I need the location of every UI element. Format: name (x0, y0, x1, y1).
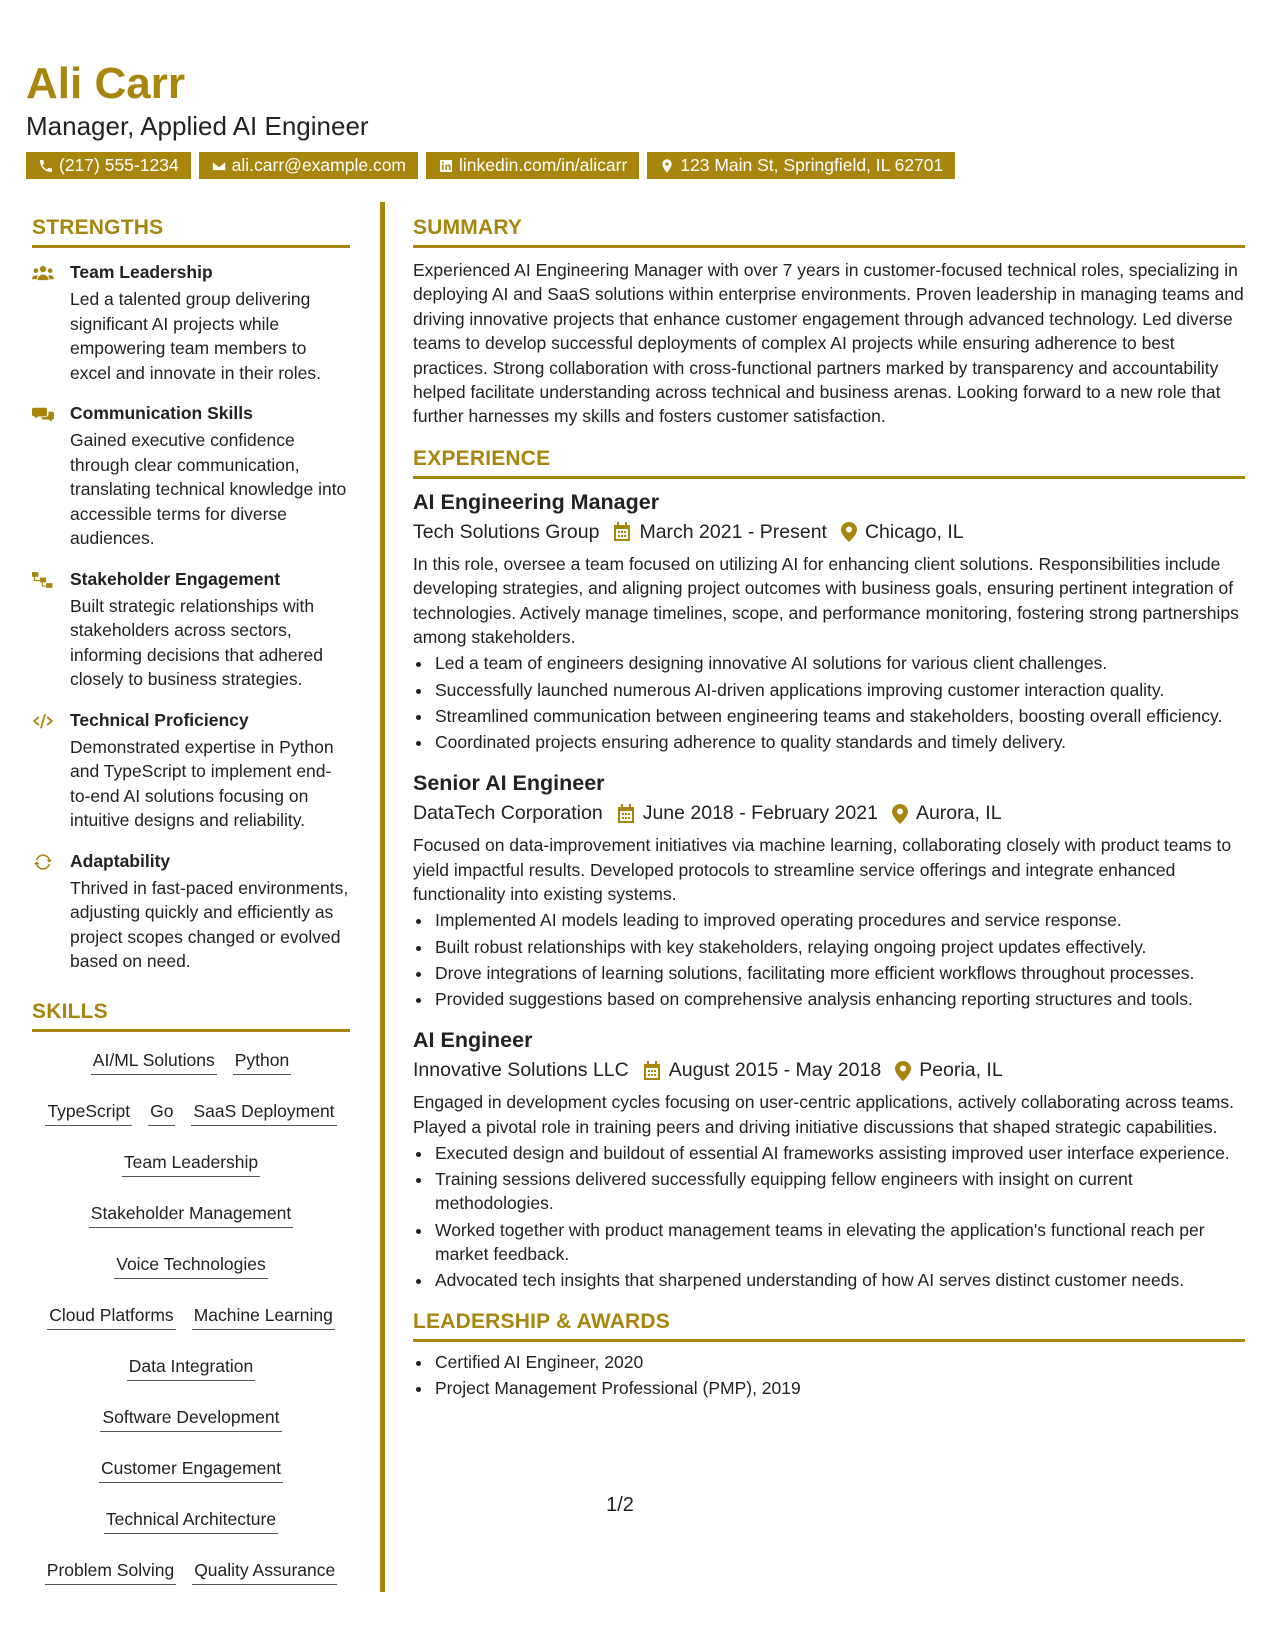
job-bullets (413, 1141, 1245, 1292)
skills-heading: SKILLS (32, 1000, 350, 1032)
job-dates: March 2021 - Present (639, 520, 827, 543)
job-description: In this role, oversee a team focused on utilizing AI for enhancing client solutions. Responsibilities include developing strategies, and aligning project outcomes with business goals, ensuring pertinent integration of technologies. Actively manage timelines, scope, and performance monitoring, fostering strong partnerships among stakeholders. (413, 553, 1239, 647)
job-bullet: • Streamlined communication between engineering teams and stakeholders, boosting overall efficiency. (433, 704, 1245, 728)
job-entry (413, 489, 1245, 754)
job-bullet: • Successfully launched numerous AI-driven applications improving customer interaction quality. (433, 678, 1245, 702)
job-bullet: • Provided suggestions based on comprehensive analysis enhancing reporting structures and tools. (433, 987, 1245, 1011)
skill-tag: Go (148, 1101, 175, 1126)
contact-email-text: ali.carr@example.com (231, 155, 407, 175)
skill-tag: Customer Engagement (99, 1458, 283, 1483)
sync-icon (32, 853, 54, 871)
job-bullets (413, 651, 1245, 754)
skill-tag: Voice Technologies (114, 1254, 268, 1279)
award-item: • Project Management Professional (PMP), 2019 (433, 1376, 1245, 1400)
contact-bar (26, 152, 955, 179)
linkedin-icon (438, 158, 454, 174)
strength-desc: Thrived in fast-paced environments, adjusting quickly and efficiently as project scopes changed or evolved based on need. (70, 877, 349, 971)
skill-row (45, 1095, 336, 1146)
skill-tag: Team Leadership (122, 1152, 260, 1177)
skill-row (47, 1299, 335, 1350)
strength-title: Technical Proficiency (70, 709, 249, 730)
skill-row (45, 1554, 337, 1605)
strength-item (32, 569, 350, 692)
job-dates: August 2015 - May 2018 (668, 1059, 882, 1082)
skill-row (104, 1503, 278, 1554)
skill-tag: TypeScript (45, 1101, 132, 1126)
job-location: Chicago, IL (864, 520, 964, 543)
candidate-title: Manager, Applied AI Engineer (26, 111, 369, 141)
job-company: DataTech Corporation (413, 802, 603, 825)
right-column (413, 216, 1245, 1403)
job-title: Senior AI Engineer (413, 771, 605, 796)
page-number: 1/2 (606, 1494, 634, 1516)
strength-title: Communication Skills (70, 403, 253, 423)
strength-desc: Gained executive confidence through clear communication, translating technical knowledge into accessible terms for diverse audiences. (70, 430, 347, 548)
strength-title: Adaptability (70, 850, 171, 871)
strength-title: Stakeholder Engagement (70, 568, 281, 589)
strengths-heading: STRENGTHS (32, 216, 350, 248)
contact-linkedin-text: linkedin.com/in/alicarr (459, 155, 628, 175)
contact-phone[interactable] (26, 152, 191, 179)
skill-tag: Python (233, 1050, 291, 1075)
job-bullet: • Executed design and buildout of essential AI frameworks assisting improved user interface experience. (433, 1141, 1245, 1165)
strength-desc: Built strategic relationships with stakeholders across sectors, informing decisions that adhered closely to business strategies. (70, 595, 323, 689)
summary-text: Experienced AI Engineering Manager with over 7 years in customer-focused technical roles, specializing in deploying AI and SaaS solutions within enterprise environments. Proven leadership in managing teams and driving innovative projects that enhance customer engagement through advanced technology. Led diverse teams to develop successful deployments of complex AI projects while ensuring adherence to best practices. Strong collaboration with cross-functional partners marked by transparency and accountability helped facilitate understanding across technical and business arenas. Looking forward to a new role that further harnesses my skills and fosters customer satisfaction. (413, 260, 1244, 427)
skill-row (91, 1044, 291, 1095)
contact-address[interactable] (647, 152, 955, 179)
job-title: AI Engineering Manager (413, 489, 660, 514)
job-bullet: • Training sessions delivered successfully equipping fellow engineers with insight on current methodologies. (433, 1167, 1245, 1215)
job-meta (413, 521, 1245, 544)
leadership-heading: LEADERSHIP & AWARDS (413, 1310, 1245, 1342)
skill-tag: Cloud Platforms (47, 1305, 176, 1330)
sitemap-icon (32, 571, 54, 589)
calendar-icon (613, 522, 631, 542)
skill-row (122, 1146, 260, 1197)
job-location: Peoria, IL (919, 1059, 1003, 1082)
skill-row (127, 1350, 256, 1401)
map-pin-icon (892, 804, 908, 824)
skill-row (100, 1401, 281, 1452)
contact-phone-text: (217) 555-1234 (59, 155, 179, 175)
job-description: Focused on data-improvement initiatives via machine learning, collaborating closely with product teams to yield impactful results. Developed protocols to streamline service offerings and integrate enhanced functionality into existing systems. (413, 835, 1232, 904)
leadership-list (413, 1350, 1245, 1400)
map-pin-icon (841, 522, 857, 542)
job-location: Aurora, IL (915, 802, 1002, 825)
strengths-section (32, 216, 350, 974)
code-icon (32, 712, 54, 730)
job-bullets (413, 908, 1245, 1011)
job-bullet: • Led a team of engineers designing innovative AI solutions for various client challenges. (433, 651, 1245, 675)
job-entry (413, 770, 1245, 1011)
job-bullet: • Built robust relationships with key stakeholders, relaying ongoing project updates effectively. (433, 935, 1245, 959)
users-icon (32, 264, 54, 282)
skill-tag: Software Development (100, 1407, 281, 1432)
strength-desc: Demonstrated expertise in Python and TypeScript to implement end-to-end AI solutions focusing on intuitive designs and reliability. (70, 736, 334, 830)
skill-tag: Problem Solving (45, 1560, 176, 1585)
skill-tag: AI/ML Solutions (91, 1050, 217, 1075)
strength-item (32, 403, 350, 551)
envelope-icon (211, 158, 227, 174)
strength-item (32, 710, 350, 833)
job-bullet: • Advocated tech insights that sharpened understanding of how AI serves distinct customer needs. (433, 1268, 1245, 1292)
map-pin-icon (895, 1061, 911, 1081)
skill-tag: Technical Architecture (104, 1509, 278, 1534)
job-bullet: • Worked together with product management teams in elevating the application's functional reach per market feedback. (433, 1218, 1245, 1266)
job-bullet: • Coordinated projects ensuring adherence to quality standards and timely delivery. (433, 730, 1245, 754)
award-item: • Certified AI Engineer, 2020 (433, 1350, 1245, 1374)
skill-tag: Quality Assurance (192, 1560, 337, 1585)
job-dates: June 2018 - February 2021 (642, 802, 878, 825)
calendar-icon (617, 804, 635, 824)
strength-item (32, 851, 350, 974)
calendar-icon (643, 1061, 661, 1081)
skills-list (32, 1044, 350, 1605)
candidate-name: Ali Carr (26, 59, 185, 108)
skill-tag: SaaS Deployment (191, 1101, 336, 1126)
strength-item (32, 262, 350, 385)
job-title: AI Engineer (413, 1028, 533, 1053)
contact-linkedin[interactable] (426, 152, 639, 179)
job-description: Engaged in development cycles focusing on user-centric applications, actively collaborating across teams. Played a pivotal role in training peers and driving initiative discussions that shaped strategic capabilities. (413, 1092, 1234, 1137)
contact-email[interactable] (199, 152, 418, 179)
skill-row (99, 1452, 283, 1503)
left-column (32, 216, 350, 1605)
skill-tag: Stakeholder Management (89, 1203, 293, 1228)
job-entry (413, 1027, 1245, 1292)
contact-address-text: 123 Main St, Springfield, IL 62701 (680, 155, 944, 175)
job-meta (413, 1059, 1245, 1082)
job-company: Innovative Solutions LLC (413, 1059, 629, 1082)
job-bullet: • Drove integrations of learning solutions, facilitating more efficient workflows throughout processes. (433, 961, 1245, 985)
job-company: Tech Solutions Group (413, 520, 600, 543)
experience-heading: EXPERIENCE (413, 447, 1245, 479)
skill-row (89, 1197, 293, 1248)
column-divider (380, 202, 385, 1592)
summary-heading: SUMMARY (413, 216, 1245, 248)
job-bullet: • Implemented AI models leading to improved operating procedures and service response. (433, 908, 1245, 932)
skill-tag: Data Integration (127, 1356, 256, 1381)
comments-icon (32, 405, 54, 423)
job-meta (413, 802, 1245, 825)
strength-desc: Led a talented group delivering significant AI projects while empowering team members to excel and innovate in their roles. (70, 289, 321, 383)
strength-title: Team Leadership (70, 262, 213, 282)
phone-icon (38, 158, 54, 174)
map-pin-icon (659, 158, 675, 174)
skill-tag: Machine Learning (192, 1305, 335, 1330)
skill-row (114, 1248, 268, 1299)
